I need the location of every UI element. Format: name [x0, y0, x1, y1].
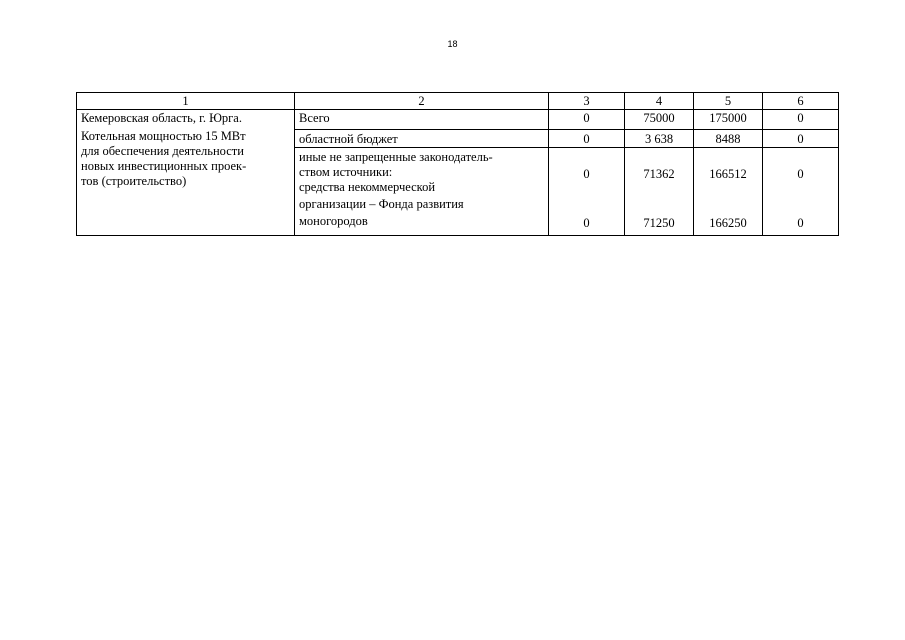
value-cell: 0	[763, 130, 839, 148]
column-header: 4	[625, 93, 694, 110]
sub-source-line: моногородов	[299, 214, 368, 228]
value-cell	[549, 148, 625, 236]
column-header: 6	[763, 93, 839, 110]
value-cell: 75000	[625, 110, 694, 130]
source-line: ством источники:	[299, 165, 393, 179]
value-cell: 3 638	[625, 130, 694, 148]
object-line: для обеспечения деятельности	[81, 144, 244, 158]
value: 0	[797, 167, 804, 181]
value: 166512	[709, 167, 747, 181]
funding-source-cell: Всего	[295, 110, 549, 130]
sub-value: 71250	[643, 216, 675, 230]
sub-value: 0	[583, 216, 590, 230]
object-line: Кемеровская область, г. Юрга.	[81, 111, 242, 125]
page-number: 18	[447, 39, 458, 49]
sub-source-line: организации – Фонда развития	[299, 197, 464, 211]
sub-value: 0	[797, 216, 804, 230]
object-line: новых инвестиционных проек-	[81, 159, 247, 173]
column-header: 1	[77, 93, 295, 110]
funding-table	[76, 92, 839, 236]
object-line: тов (строительство)	[81, 174, 187, 188]
value-cell: 175000	[694, 110, 763, 130]
sub-source-line: средства некоммерческой	[299, 180, 436, 194]
value-cell	[694, 148, 763, 236]
object-description-cell	[77, 110, 295, 236]
value-cell: 0	[549, 110, 625, 130]
table-header-row	[77, 93, 839, 110]
column-header: 3	[549, 93, 625, 110]
value-cell: 0	[549, 130, 625, 148]
value-cell: 8488	[694, 130, 763, 148]
column-header: 5	[694, 93, 763, 110]
value: 0	[583, 167, 590, 181]
funding-source-cell	[295, 148, 549, 236]
column-header: 2	[295, 93, 549, 110]
object-line: Котельная мощностью 15 МВт	[81, 129, 246, 143]
value-cell	[625, 148, 694, 236]
funding-source-cell: областной бюджет	[295, 130, 549, 148]
value: 71362	[643, 167, 675, 181]
value-cell: 0	[763, 110, 839, 130]
source-line: иные не запрещенные законодатель-	[299, 150, 493, 164]
table-row	[77, 110, 839, 130]
value-cell	[763, 148, 839, 236]
sub-value: 166250	[709, 216, 747, 230]
